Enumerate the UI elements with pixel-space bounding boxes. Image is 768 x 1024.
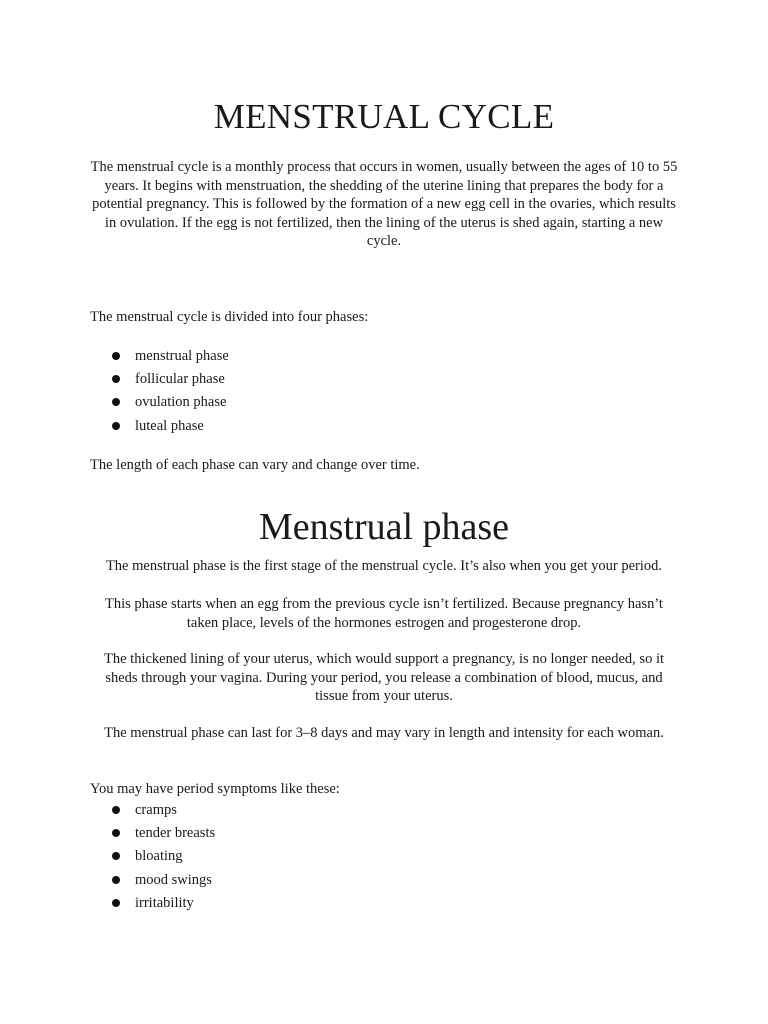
phases-intro-text: The menstrual cycle is divided into four phases: xyxy=(90,309,369,325)
list-item xyxy=(90,368,229,391)
list-item-label: bloating xyxy=(135,848,183,865)
list-item xyxy=(90,822,215,845)
list-item xyxy=(90,799,215,822)
bullet-icon xyxy=(112,899,120,907)
bullet-icon xyxy=(112,829,120,837)
bullet-icon xyxy=(112,876,120,884)
list-item-label: ovulation phase xyxy=(135,394,227,411)
bullet-icon xyxy=(112,422,120,430)
bullet-icon xyxy=(112,352,120,360)
menstrual-phase-paragraph-3: The thickened lining of your uterus, which would support a pregnancy, is no longer needed, so it sheds through your vagina. During your period, you release a combination of blood, mucus, and tissue from your uterus. xyxy=(104,651,664,705)
list-item xyxy=(90,845,215,868)
bullet-icon xyxy=(112,398,120,406)
symptoms-list xyxy=(90,799,215,915)
bullet-icon xyxy=(112,375,120,383)
phases-note-text: The length of each phase can vary and change over time. xyxy=(90,457,420,473)
list-item xyxy=(90,391,229,414)
section-heading-menstrual-phase: Menstrual phase xyxy=(258,506,510,548)
symptoms-intro-text: You may have period symptoms like these: xyxy=(90,781,340,797)
menstrual-phase-paragraph-2: This phase starts when an egg from the previous cycle isn’t fertilized. Because pregnancy hasn’t taken place, levels of the hormones estrogen and progesterone drop. xyxy=(105,596,663,631)
phases-list xyxy=(90,345,229,438)
list-item-label: irritability xyxy=(135,894,194,911)
list-item xyxy=(90,415,229,438)
bullet-icon xyxy=(112,852,120,860)
list-item-label: menstrual phase xyxy=(135,348,229,364)
list-item-label: tender breasts xyxy=(135,825,216,842)
list-item xyxy=(90,869,215,892)
menstrual-phase-paragraph-1: The menstrual phase is the first stage of the menstrual cycle. It’s also when you get your period. xyxy=(105,558,663,574)
menstrual-phase-paragraph-4: The menstrual phase can last for 3–8 days and may vary in length and intensity for each woman. xyxy=(104,725,664,741)
list-item-label: follicular phase xyxy=(135,371,225,388)
list-item xyxy=(90,345,229,368)
page-title: MENSTRUAL CYCLE xyxy=(213,97,555,136)
list-item-label: cramps xyxy=(135,802,177,818)
intro-paragraph: The menstrual cycle is a monthly process that occurs in women, usually between the ages of 10 to 55 years. It begins with menstruation, the shedding of the uterine lining that prepares the body for a potential pregnancy. This is followed by the formation of a new egg cell in the ovaries, which results in ovulation. If the egg is not fertilized, then the lining of the uterus is shed again, starting a new cycle. xyxy=(90,159,678,250)
bullet-icon xyxy=(112,806,120,814)
list-item xyxy=(90,892,215,915)
list-item-label: luteal phase xyxy=(135,417,204,434)
list-item-label: mood swings xyxy=(135,871,212,888)
